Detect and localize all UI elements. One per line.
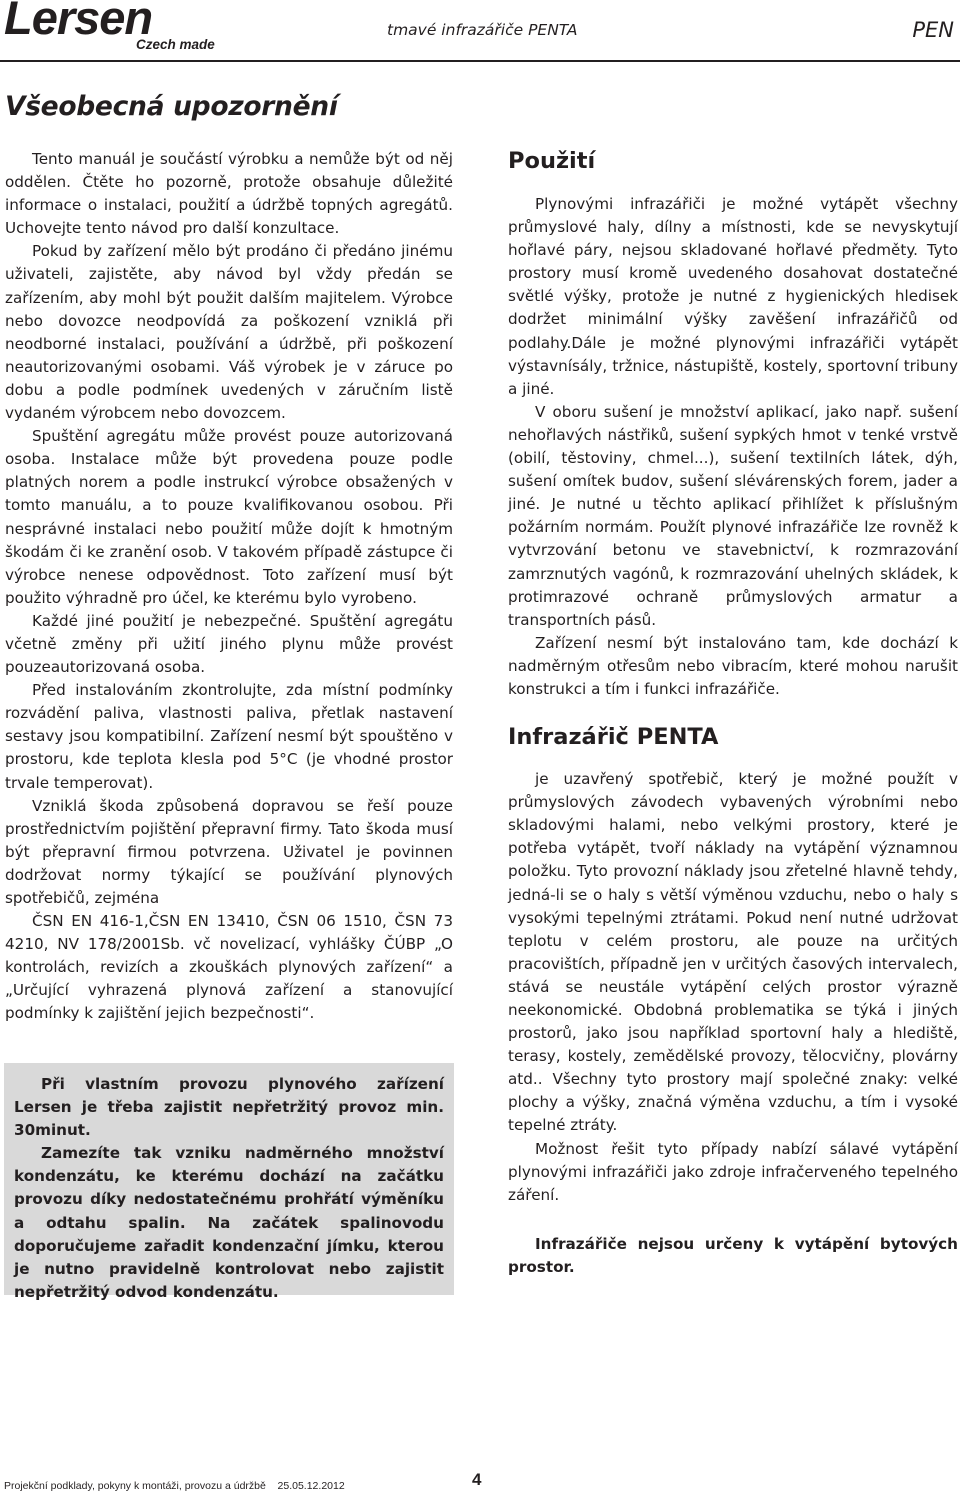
general-paragraph: Pokud by zařízení mělo být prodáno či předáno jinému uživateli, zajistěte, aby návod byl vždy předán se zařízením, aby mohl být použit dalším majitelem. Výrobce nebo dovozce neodpovídá za poškození vzniklá při neodborné instalaci, používání a údržbě, při poškození neautorizovanými osobami. Váš výrobek je v záruce po dobu a podle podmínek uvedených v záručním listě vydaném výrobcem nebo dovozcem. — [5, 242, 453, 423]
general-paragraph: Spuštění agregátu může provést pouze autorizovaná osoba. Instalace může být provedena pouze podle platných norem a podle instrukcí výrobce obsažených v tomto manuálu, a to pouze kvalifikovanou osobou. Při nesprávné instalaci nebo použití může dojít k hmotným škodám či ke zranění osob. V takovém případě zástupce či výrobce nenese odpovědnost. Toto zařízení musí být použito výhradně pro účel, ke kterému bylo vyrobeno. — [5, 427, 453, 607]
product-code: PEN — [912, 18, 954, 42]
section-title-usage: Použití — [508, 148, 596, 174]
page-title: Všeobecná upozornění — [5, 91, 338, 122]
logo-tagline: Czech made — [136, 37, 215, 52]
footer-text: Projekční podklady, pokyny k montáži, provozu a údržbě 25.05.12.2012 — [4, 1480, 345, 1492]
logo-brand: Lersen — [4, 0, 153, 44]
penta-paragraph: je uzavřený spotřebič, který je možné použít v průmyslových závodech vybavených výrobními nebo skladovými halami, nebo velkými prostory, které je potřeba vytápět, tvoří náklady na vytápění významnou položku. Tyto provozní náklady jsou zřetelné hlavně tehdy, jedná-li se o haly s větší výměnou vzduchu, nebo o haly s vysokými tepelnými ztrátami. Pokud není nutné udržovat teplotu v celém prostoru, ale pouze na určitých pracovištích, případně jen v určitých časových intervalech, stává se neustále vytápění celých prostor výrazně neekonomické. Obdobná problematika se týká i jiných prostorů, jako jsou například sportovní haly a hlediště, terasy, kostely, zemědělské provozy, tělocvičny, plovárny atd.. Všechny tyto prostory mají společné znaky: velké plochy a výšky, značná výměna vzduchu, a tím i vysoké tepelné ztráty. — [508, 770, 958, 1135]
usage-paragraph: Zařízení nesmí být instalováno tam, kde dochází k nadměrným otřesům nebo vibracím, které mohou narušit konstrukci a tím i funkci infrazářiče. — [508, 633, 958, 698]
standards-paragraph: ČSN EN 416-1,ČSN EN 13410, ČSN 06 1510, ČSN 73 4210, NV 178/2001Sb. vč novelizací, vyhlášky ČÚBP „O kontrolách, revizích a zkouškách plynových zařízení“ a „Určující vyhrazená plynová zařízení a stanovující podmínky k zajištění jejich bezpečnosti“. — [5, 912, 453, 1023]
general-paragraph: Tento manuál je součástí výrobku a nemůže být od něj oddělen. Čtěte ho pozorně, protože obsahuje důležité informace o instalaci, použití a údržbě topných agregátů. Uchovejte tento návod pro další konzultace. — [5, 150, 453, 238]
penta-paragraph: Možnost řešit tyto případy nabízí sálavé vytápění plynovými infrazářiči jako zdroje infračerveného tepelného záření. — [508, 1139, 958, 1204]
general-paragraph: Před instalováním zkontrolujte, zda místní podmínky rozvádění paliva, vlastnosti paliva, přetlak nastavení sestavy jsou kompatibilní. Zařízení nesmí být spouštěno v prostoru, kde teplota klesla pod 5°C (je vhodné prostor trvale temperovat). — [5, 681, 453, 792]
notice-paragraph: Zamezíte tak vzniku nadměrného množství kondenzátu, ke kterému dochází na začátku provozu díky nedostatečnému prohřátí výměníku a odtahu spalin. Na začátek spalinovodu doporučujeme zařadit kondenzační jímku, kterou je nutno pravidelně kontrolovat nebo zajistit nepřetržitý odvod kondenzátu. — [14, 1144, 444, 1301]
closing-note: Infrazářiče nejsou určeny k vytápění bytových prostor. — [508, 1234, 958, 1276]
general-paragraph: Vzniklá škoda způsobená dopravou se řeší pouze prostřednictvím pojištění přepravní firmy. Tato škoda musí být přepravní firmou potvrzena. Uživatel je povinnen dodržovat normy týkající se používání plynových spotřebičů, zejména — [5, 796, 453, 907]
notice-paragraph: Při vlastním provozu plynového zařízení Lersen je třeba zajistit nepřetržitý provoz min. 30minut. — [14, 1075, 444, 1140]
usage-paragraph: V oboru sušení je množství aplikací, jako např. sušení nehořlavých nástřiků, sušení sypkých hmot v tenké vrstvě (obilí, těstoviny, chmel...), sušení textilních látek, dýh, sušení omítek budov, sušení slévárenských forem, jader a jiné. Je nutné u těchto aplikací přihlížet k příslušným požárním normám. Použít plynové infrazářiče lze rovněž k vytvrzování betonu ve stavebnictví, k rozmrazování zamrznutých vagónů, k rozmrazování uhelných skládek, k protimrazové ochraně průmyslových armatur a transportních pásů. — [508, 402, 958, 629]
header-divider — [0, 60, 960, 62]
document-title: tmavé infrazářiče PENTA — [387, 21, 578, 39]
operation-notice-box — [4, 1063, 454, 1301]
section-title-penta: Infrazářič PENTA — [508, 724, 719, 751]
right-column — [508, 148, 958, 1279]
left-column — [5, 148, 453, 1026]
company-logo — [4, 0, 226, 54]
usage-paragraph: Plynovými infrazářiči je možné vytápět všechny průmyslové haly, dílny a místnosti, kde se nevyskytují hořlavé páry, nejsou skladované hořlavé předměty. Tyto prostory musí kromě uvedeného dosahovat dostatečné světlé výšky, protože je nutné z hygienických hledisek dodržet minimální výšky zavěšení infrazářičů od podlahy.Dále je možné plynovými infrazářiči vytápět výstavnísály, tržnice, nástupiště, kostely, sportovní tribuny a jiné. — [508, 195, 958, 398]
general-paragraph: Každé jiné použití je nebezpečné. Spuštění agregátu včetně změny při užití jiného plynu může provést pouzeautorizovaná osoba. — [5, 611, 453, 677]
page-number: 4 — [472, 1470, 482, 1489]
